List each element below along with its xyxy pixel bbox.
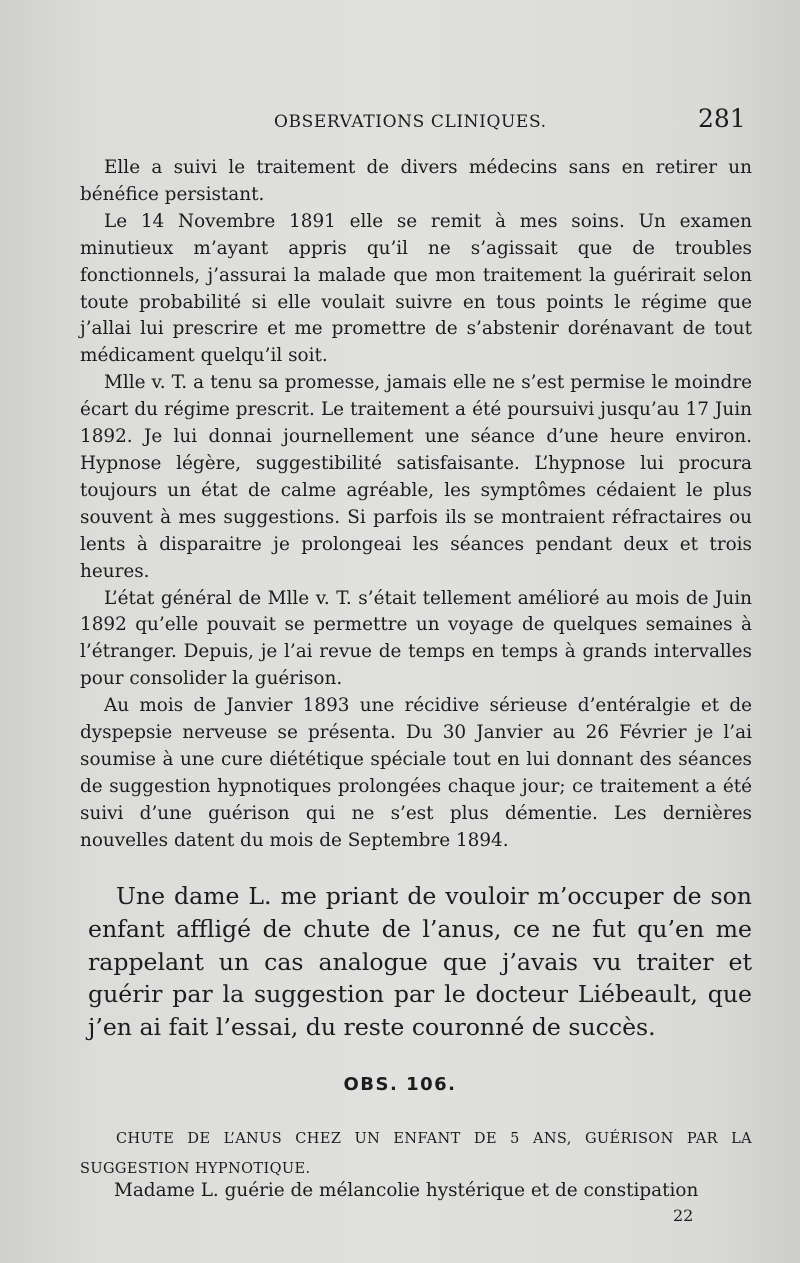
paragraph-5: Au mois de Janvier 1893 une récidive sérieuse d’entéralgie et de dyspepsie nerveuse se présenta. Du 30 Janvier au 26 Février je l’ai soumise à une cure diététique spéciale tout en lui donnant des séances de suggestion hypnotiques prolongées chaque jour; ce traitement a été suivi d’une guérison qui ne s’est plus démentie. Les dernières nouvelles datent du mois de Septembre 1894. (80, 695, 752, 851)
paragraph-2: Le 14 Novembre 1891 elle se remit à mes soins. Un examen minutieux m’ayant appris qu’il ne s’agissait que de troubles fonctionnels, j’assurai la malade que mon traitement la guérirait selon toute probabilité si elle voulait suivre en tous points le régime que j’allai lui prescrire et me promettre de s’abstenir dorénavant de tout médicament quelqu’il soit. (80, 210, 752, 367)
observation-first-line: Madame L. guérie de mélancolie hystérique et de constipation (114, 1180, 699, 1201)
observation-heading: OBS. 106. (343, 1074, 457, 1095)
paragraph-3: Mlle v. T. a tenu sa promesse, jamais elle ne s’est permise le moindre écart du régime prescrit. Le traitement a été poursuivi jusqu’au 17 Juin 1892. Je lui donnai journellement une séance d’une heure environ. Hypnose légère, suggestibilité satisfaisante. L’hypnose lui procura toujours un état de calme agréable, les symptômes cédaient le plus souvent à mes suggestions. Si parfois ils se montraient réfractaires ou lents à disparaitre je prolongeai les séances pendant deux et trois heures. (80, 372, 752, 582)
case-intro-paragraph: Une dame L. me priant de vouloir m’occuper de son enfant affligé de chute de l’anus, ce ne fut qu’en me rappelant un cas analogue que j’avais vu traiter et guérir par la suggestion par le docteur Liébeault, que j’en ai fait l’essai, du reste couronné de succès. (88, 882, 752, 1042)
body-text (80, 155, 752, 855)
printer-signature-mark: 22 (673, 1206, 694, 1225)
running-title: OBSERVATIONS CLINIQUES. (274, 112, 547, 132)
page-number: 281 (698, 104, 746, 133)
paragraph-4: L’état général de Mlle v. T. s’était tellement amélioré au mois de Juin 1892 qu’elle pouvait se permettre un voyage de quelques semaines à l’étranger. Depuis, je l’ai revue de temps en temps à grands intervalles pour consolider la guérison. (80, 587, 752, 690)
running-head (0, 104, 800, 140)
observation-title: CHUTE DE L’ANUS CHEZ UN ENFANT DE 5 ANS, GUÉRISON PAR LA SUGGESTION HYPNOTIQUE. (80, 1131, 752, 1177)
paragraph-1: Elle a suivi le traitement de divers médecins sans en retirer un bénéfice persistant. (80, 157, 752, 205)
